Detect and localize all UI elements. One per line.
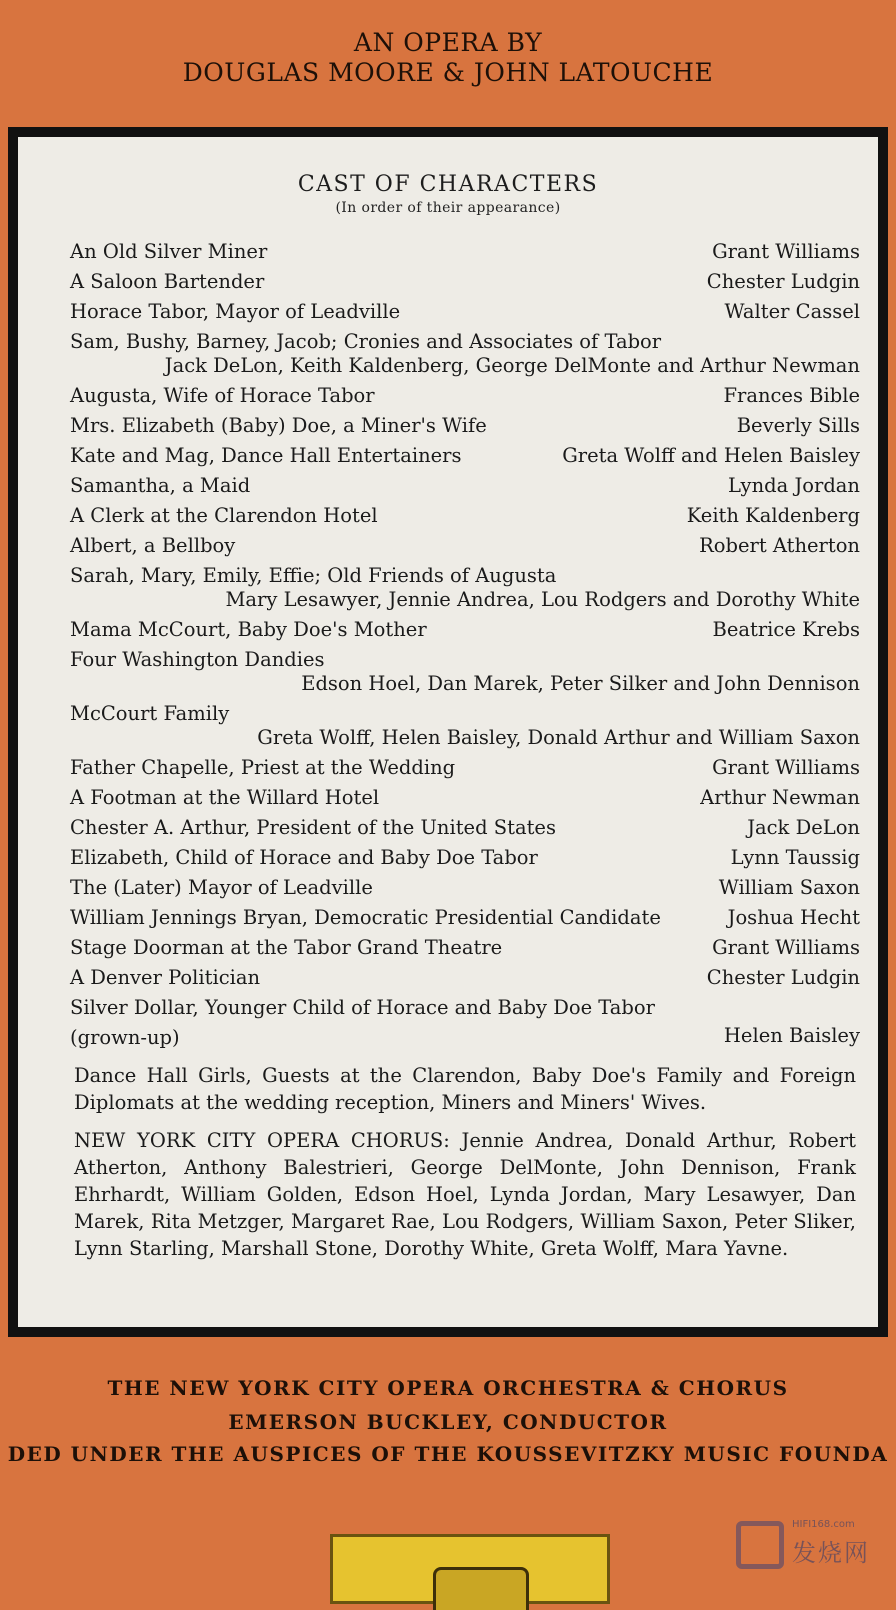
watermark-text: 发烧网 bbox=[792, 1539, 870, 1567]
footer-foundation: DED UNDER THE AUSPICES OF THE KOUSSEVITZKY MUSIC FOUNDA bbox=[7, 1442, 889, 1466]
cast-row bbox=[70, 441, 860, 471]
role: Father Chapelle, Priest at the Wedding bbox=[70, 756, 456, 779]
role: Mrs. Elizabeth (Baby) Doe, a Miner's Wife bbox=[70, 414, 487, 437]
cast-list bbox=[70, 237, 860, 1047]
cast-row bbox=[70, 843, 860, 873]
label-logo-emblem bbox=[433, 1567, 529, 1610]
actor: Frances Bible bbox=[723, 384, 860, 407]
role: Stage Doorman at the Tabor Grand Theatre bbox=[70, 936, 503, 959]
cast-row bbox=[70, 903, 860, 933]
actor: Grant Williams bbox=[712, 936, 860, 959]
role: Four Washington Dandies bbox=[70, 648, 325, 671]
actor: Arthur Newman bbox=[700, 786, 860, 809]
role: Sarah, Mary, Emily, Effie; Old Friends of Augusta bbox=[70, 564, 557, 587]
actor: Joshua Hecht bbox=[727, 906, 860, 929]
actor: Keith Kaldenberg bbox=[686, 504, 860, 527]
role: Kate and Mag, Dance Hall Entertainers bbox=[70, 444, 462, 467]
role: An Old Silver Miner bbox=[70, 240, 268, 263]
actor: Chester Ludgin bbox=[706, 270, 860, 293]
role: Elizabeth, Child of Horace and Baby Doe Tabor bbox=[70, 846, 538, 869]
cast-title: CAST OF CHARACTERS bbox=[297, 172, 599, 197]
actor: Chester Ludgin bbox=[706, 966, 860, 989]
cast-row bbox=[70, 267, 860, 297]
cast-row bbox=[70, 873, 860, 903]
actor: Beatrice Krebs bbox=[712, 618, 860, 641]
role: McCourt Family bbox=[70, 702, 230, 725]
cast-row bbox=[70, 531, 860, 561]
actor: Greta Wolff, Helen Baisley, Donald Arthur and William Saxon bbox=[257, 726, 860, 749]
actor: Walter Cassel bbox=[724, 300, 860, 323]
cast-row bbox=[70, 753, 860, 783]
cast-row bbox=[70, 933, 860, 963]
cast-row bbox=[70, 963, 860, 993]
header-line-1: AN OPERA BY bbox=[353, 28, 543, 57]
cast-row bbox=[70, 813, 860, 843]
footer-orchestra: THE NEW YORK CITY OPERA ORCHESTRA & CHORUS bbox=[107, 1376, 789, 1400]
actor: Robert Atherton bbox=[699, 534, 860, 557]
role-line-1: Silver Dollar, Younger Child of Horace and Baby Doe Tabor bbox=[70, 996, 655, 1019]
chorus-paragraph: NEW YORK CITY OPERA CHORUS: Jennie Andrea, Donald Arthur, Robert Atherton, Anthony Balestrieri, George DelMonte, John Dennison, Frank Ehrhardt, William Golden, Edson Hoel, Lynda Jordan, Mary Lesawyer, Dan Marek, Rita Metzger, Margaret Rae, Lou Rodgers, William Saxon, Peter Sliker, Lynn Starling, Marshall Stone, Dorothy White, Greta Wolff, Mara Yavne. bbox=[74, 1129, 856, 1260]
role: Horace Tabor, Mayor of Leadville bbox=[70, 300, 401, 323]
cast-row bbox=[70, 561, 860, 615]
cast-row bbox=[70, 471, 860, 501]
cast-row bbox=[70, 327, 860, 381]
actor: Helen Baisley bbox=[723, 1024, 860, 1047]
role: William Jennings Bryan, Democratic Presidential Candidate bbox=[70, 906, 661, 929]
actor: Beverly Sills bbox=[736, 414, 860, 437]
actor: Lynda Jordan bbox=[727, 474, 860, 497]
role: Albert, a Bellboy bbox=[70, 534, 236, 557]
role: A Denver Politician bbox=[70, 966, 261, 989]
cast-row bbox=[70, 237, 860, 267]
role: Samantha, a Maid bbox=[70, 474, 251, 497]
actor: Jack DeLon bbox=[747, 816, 860, 839]
role: A Footman at the Willard Hotel bbox=[70, 786, 380, 809]
role: Mama McCourt, Baby Doe's Mother bbox=[70, 618, 427, 641]
role: A Clerk at the Clarendon Hotel bbox=[70, 504, 378, 527]
actor: Jack DeLon, Keith Kaldenberg, George DelMonte and Arthur Newman bbox=[164, 354, 860, 377]
watermark-url: HIFI168.com bbox=[792, 1519, 855, 1530]
role: The (Later) Mayor of Leadville bbox=[70, 876, 373, 899]
role: A Saloon Bartender bbox=[70, 270, 265, 293]
cast-row bbox=[70, 501, 860, 531]
extras-paragraph: Dance Hall Girls, Guests at the Clarendon, Baby Doe's Family and Foreign Diplomats at the wedding reception, Miners and Miners' Wives. bbox=[74, 1064, 856, 1114]
role-line-2: (grown-up) bbox=[70, 1026, 180, 1049]
cast-row bbox=[70, 615, 860, 645]
actor: Grant Williams bbox=[712, 240, 860, 263]
cast-panel bbox=[18, 137, 878, 1327]
cast-row bbox=[70, 645, 860, 699]
cast-row bbox=[70, 381, 860, 411]
watermark-logo-icon bbox=[736, 1521, 784, 1569]
actor: Grant Williams bbox=[712, 756, 860, 779]
actor: Edson Hoel, Dan Marek, Peter Silker and John Dennison bbox=[301, 672, 860, 695]
cast-row bbox=[70, 699, 860, 753]
cover-header bbox=[0, 28, 896, 88]
cast-row bbox=[70, 783, 860, 813]
actor: William Saxon bbox=[718, 876, 860, 899]
actor: Lynn Taussig bbox=[730, 846, 860, 869]
role: Chester A. Arthur, President of the United States bbox=[70, 816, 556, 839]
actor: Greta Wolff and Helen Baisley bbox=[562, 444, 860, 467]
role bbox=[70, 993, 655, 1053]
cast-panel-frame bbox=[8, 127, 888, 1337]
role: Augusta, Wife of Horace Tabor bbox=[70, 384, 375, 407]
cast-row bbox=[70, 297, 860, 327]
header-line-2: DOUGLAS MOORE & JOHN LATOUCHE bbox=[182, 58, 714, 87]
cast-row-silver-dollar bbox=[70, 993, 860, 1047]
cast-row bbox=[70, 411, 860, 441]
role: Sam, Bushy, Barney, Jacob; Cronies and Associates of Tabor bbox=[70, 330, 662, 353]
watermark bbox=[726, 1517, 886, 1577]
footer-conductor: EMERSON BUCKLEY, CONDUCTOR bbox=[228, 1410, 668, 1434]
cast-subtitle: (In order of their appearance) bbox=[335, 200, 561, 216]
actor: Mary Lesawyer, Jennie Andrea, Lou Rodgers and Dorothy White bbox=[225, 588, 860, 611]
